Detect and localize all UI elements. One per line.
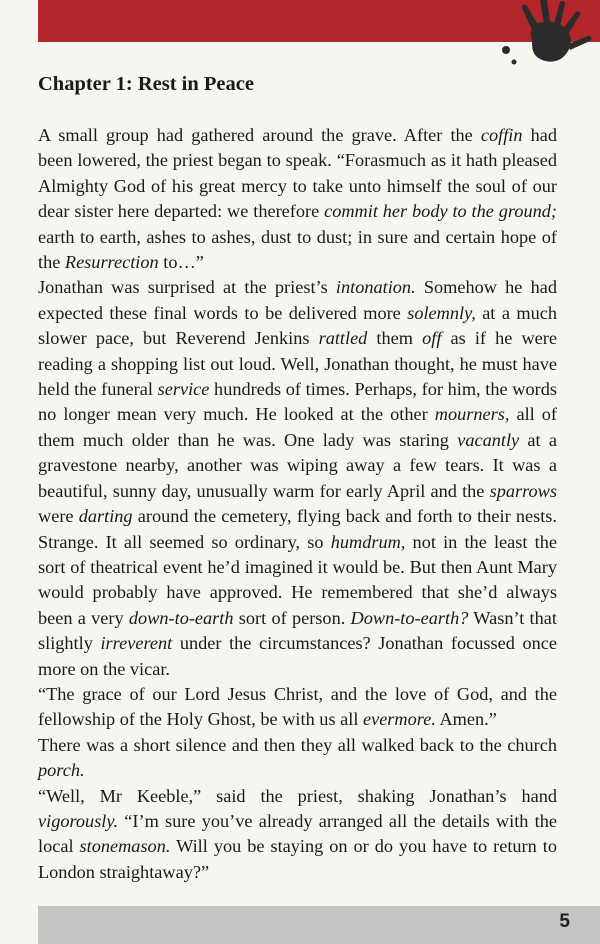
italic-term: humdrum,: [330, 531, 406, 552]
text-run: not in the least the sort of theatrical event he’d imagined it would be. But then Aunt Mary would probably have approved. He remembered that she’d always been a very: [38, 531, 557, 628]
text-run: “The grace of our Lord Jesus Christ, and the love of God, and the fellowship of the Holy Ghost, be with us all: [38, 683, 557, 730]
text-run: Jonathan was surprised at the priest’s: [38, 277, 336, 298]
page-number: 5: [559, 911, 570, 932]
text-run: under the circumstances? Jonathan focussed once more on the vicar.: [38, 633, 557, 679]
paragraph: [38, 682, 557, 733]
paragraph: [38, 123, 557, 275]
italic-term: Resurrection: [64, 252, 159, 273]
italic-term: darting: [78, 506, 133, 527]
italic-term: service: [157, 379, 210, 400]
text-run: around the cemetery, flying back and forth to their nests. Strange. It all seemed so ordinary, so: [38, 506, 557, 552]
paragraph: [38, 733, 557, 784]
chapter-title: Chapter 1: Rest in Peace: [38, 73, 254, 95]
footer-band: [38, 906, 600, 944]
italic-term: Down-to-earth?: [350, 607, 469, 628]
italic-term: solemnly,: [407, 302, 476, 323]
text-run: There was a short silence and then they all walked back to the church: [38, 734, 557, 755]
italic-term: vacantly: [457, 429, 520, 450]
italic-term: off: [422, 328, 442, 349]
text-run: Wasn’t that slightly: [38, 607, 557, 654]
text-run: as if he were reading a shopping list out loud. Well, Jonathan thought, he must have held the funeral: [38, 328, 557, 400]
text-run: at a much slower pace, but Reverend Jenkins: [38, 302, 557, 349]
text-run: “Well, Mr Keeble,” said the priest, shaking Jonathan’s hand: [38, 785, 557, 806]
italic-term: coffin: [480, 125, 523, 145]
italic-term: evermore.: [362, 709, 436, 730]
italic-term: rattled: [318, 328, 368, 349]
italic-term: sparrows: [489, 480, 557, 501]
text-run: Somehow he had expected these final words to be delivered more: [38, 277, 557, 323]
paragraph: [38, 275, 557, 682]
text-run: sort of person.: [233, 607, 351, 628]
text-run: hundreds of times. Perhaps, for him, the words no longer mean very much. He looked at the other: [38, 379, 557, 425]
italic-term: irreverent: [100, 633, 173, 654]
paragraph: [38, 784, 557, 886]
body-text: [38, 123, 557, 885]
text-run: Will you be staying on or do you have to return to London straightaway?”: [38, 836, 557, 882]
text-run: A small group had gathered around the grave. After the: [38, 125, 481, 145]
text-run: to…”: [158, 252, 204, 273]
italic-term: vigorously.: [38, 810, 119, 831]
text-run: were: [38, 506, 79, 527]
italic-term: intonation.: [335, 277, 416, 298]
handprint-icon: [488, 0, 600, 80]
italic-term: down-to-earth: [128, 607, 234, 628]
text-run: “I’m sure you’ve already arranged all the details with the local: [38, 810, 557, 857]
italic-term: commit her body to the ground;: [324, 201, 558, 222]
text-run: all of them much older than he was. One lady was staring: [38, 404, 557, 450]
italic-term: stonemason.: [79, 836, 171, 857]
text-run: Amen.”: [435, 709, 497, 730]
italic-term: mourners,: [434, 404, 510, 425]
text-run: earth to earth, ashes to ashes, dust to dust; in sure and certain hope of the: [38, 226, 557, 273]
text-run: at a gravestone nearby, another was wiping away a few tears. It was a beautiful, sunny day, unusually warm for early April and the: [38, 429, 557, 501]
text-run: them: [367, 328, 423, 349]
text-run: had been lowered, the priest began to speak. “Forasmuch as it hath pleased Almighty God of his great mercy to take unto himself the soul of our dear sister here departed: we therefore: [38, 125, 558, 222]
italic-term: porch.: [38, 760, 85, 781]
